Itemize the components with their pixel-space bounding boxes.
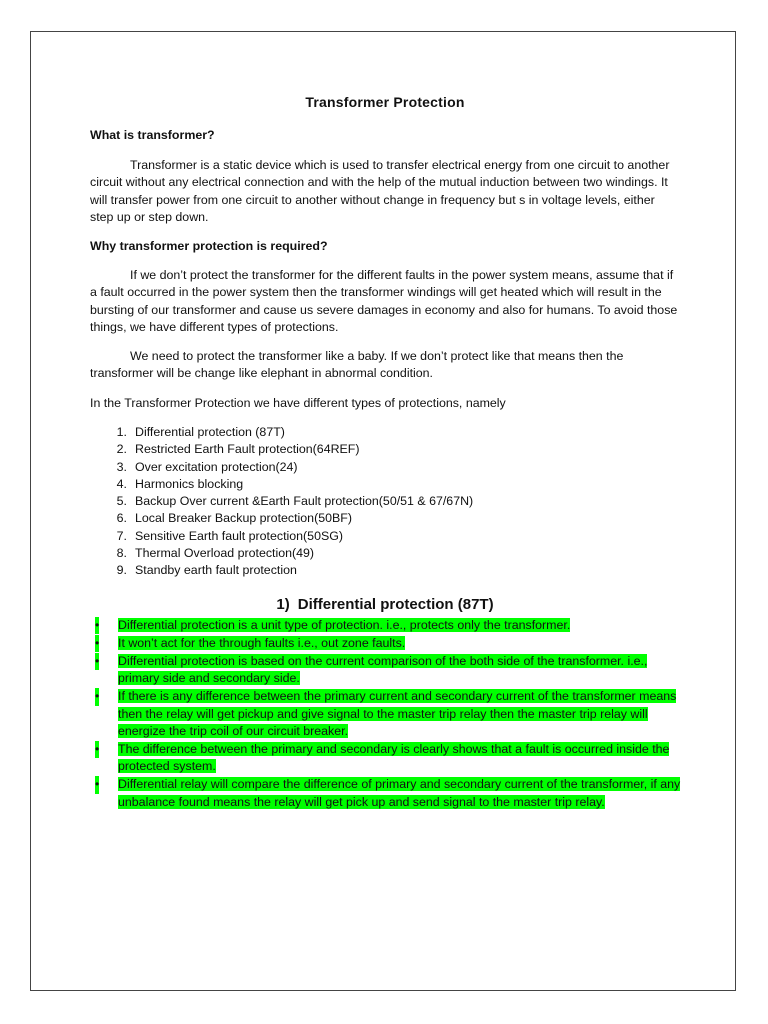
paragraph-transformer-definition: Transformer is a static device which is used to transfer electrical energy from one circuit to another circuit without any electrical connection and with the help of the mutual induction between two windings. It will transfer power from one circuit to another without change in frequency but s in voltage levels, either step up or step down. [90,158,670,225]
list-number: 6. [116,511,127,526]
list-number: 1. [116,425,127,439]
list-item [90,528,473,545]
bullet-icon: • [95,617,99,634]
list-number: 5. [116,494,127,509]
list-item-text: Thermal Overload protection(49) [135,546,315,561]
bullet-icon: • [95,688,99,705]
list-number: 7. [116,528,127,543]
differential-bullet-list [90,617,690,811]
paragraph-baby-analogy: We need to protect the transformer like a baby. If we don’t protect like that means then the transformer will be change like elephant in abnormal condition. [90,349,624,381]
list-item [90,545,473,562]
bullet-icon: • [95,653,99,670]
list-item-text: Backup Over current &Earth Fault protection(50/51 & 67/67N) [135,494,474,509]
list-item-text: Local Breaker Backup protection(50BF) [135,511,352,526]
highlighted-text: If there is any difference between the primary current and secondary current of the transformer means then the relay will get pickup and give signal to the master trip relay then the master trip relay will energize the trip coil of our circuit breaker. [118,689,677,738]
page-title: Transformer Protection [305,94,465,110]
document-page [30,31,736,991]
list-item [90,562,473,579]
list-item [90,441,473,458]
list-number: 9. [116,563,127,578]
list-number: 2. [116,442,127,457]
highlighted-text: The difference between the primary and secondary is clearly shows that a fault is occurred inside the protected system. [118,741,670,774]
list-item [90,688,690,740]
highlighted-text: Differential protection is a unit type of protection. i.e., protects only the transformer. [118,618,571,632]
list-number: 4. [116,476,127,491]
paragraph-why-protection: If we don’t protect the transformer for the different faults in the power system means, assume that if a fault occurred in the power system then the transformer windings will get heated which will result in the bursting of our transformer and cause us severe damages in economy and also for humans. To avoid those things, we have different types of protections. [90,268,678,335]
list-item [90,653,690,688]
list-item-text: Differential protection (87T) [135,425,285,439]
heading-what-is-transformer: What is transformer? [90,128,215,142]
list-number: 8. [116,546,127,561]
list-item [90,493,473,510]
section-number: 1) [276,596,290,613]
section-heading-differential [90,596,680,613]
list-item [90,476,473,493]
list-item [90,776,690,811]
list-item [90,635,690,652]
list-item-text: Harmonics blocking [135,476,244,491]
bullet-icon: • [95,635,99,652]
list-item [90,741,690,776]
list-item-text: Over excitation protection(24) [135,459,298,474]
list-item [90,424,473,441]
list-item [90,617,690,634]
highlighted-text: Differential protection is based on the current comparison of the both side of the transformer. i.e., primary side and secondary side. [118,653,648,686]
paragraph-intro-list: In the Transformer Protection we have different types of protections, namely [90,396,506,410]
list-item-text: Sensitive Earth fault protection(50SG) [135,528,343,543]
heading-why-protection: Why transformer protection is required? [90,239,328,253]
protection-types-list [90,424,473,580]
list-item-text: Standby earth fault protection [135,563,297,578]
bullet-icon: • [95,741,99,758]
bullet-icon: • [95,776,99,793]
list-item [90,510,473,527]
section-title: Differential protection (87T) [297,596,494,613]
list-item [90,459,473,476]
list-number: 3. [116,459,127,474]
highlighted-text: It won’t act for the through faults i.e., out zone faults. [118,635,406,650]
list-item-text: Restricted Earth Fault protection(64REF) [135,442,360,457]
highlighted-text: Differential relay will compare the difference of primary and secondary current of the transformer, if any unbalance found means the relay will get pick up and send signal to the master trip relay. [118,777,681,809]
